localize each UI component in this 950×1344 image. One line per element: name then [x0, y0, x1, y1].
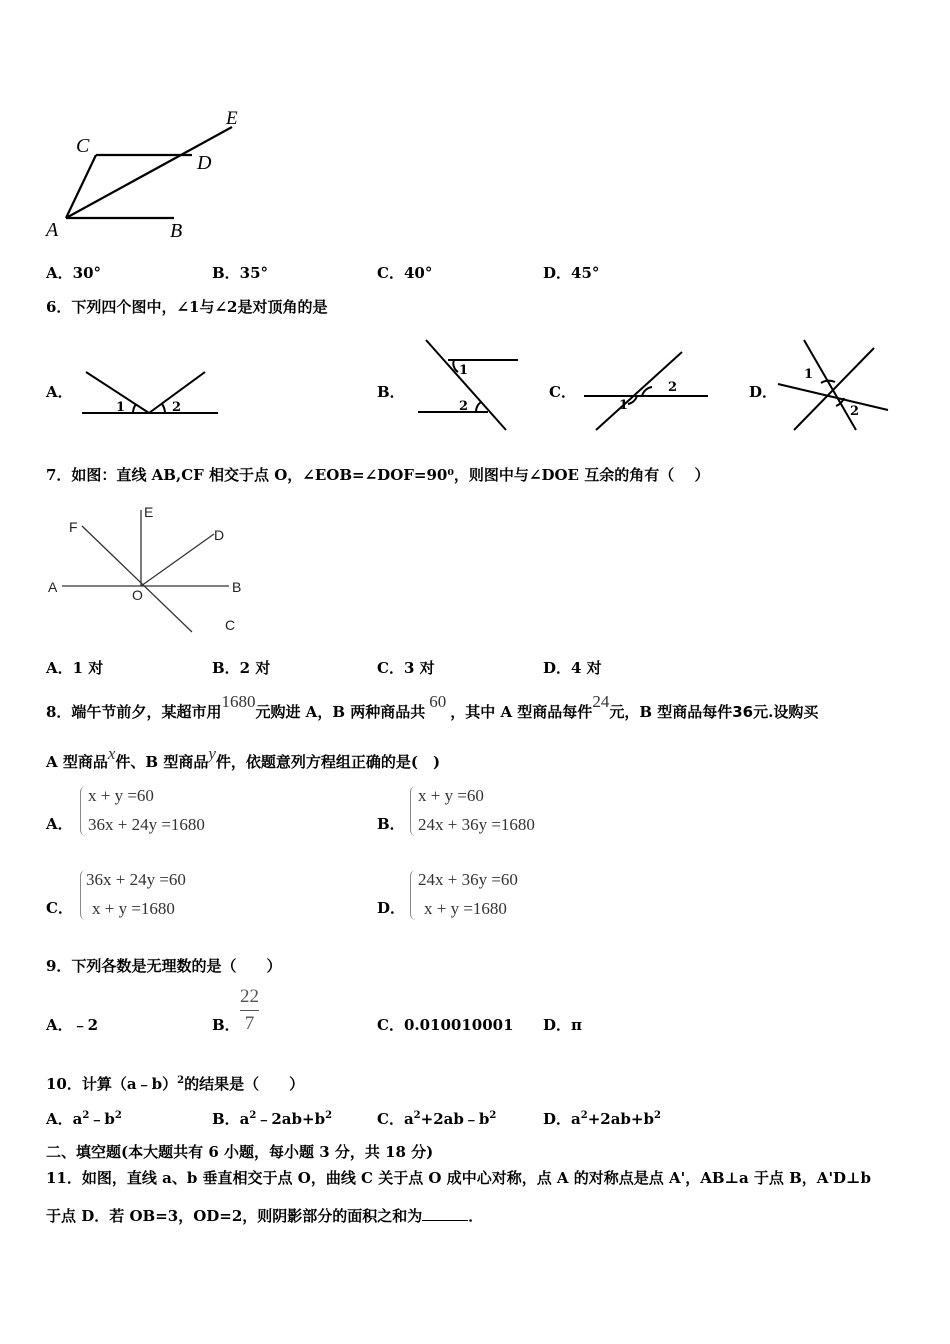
svg-text:2: 2 — [668, 380, 678, 395]
q9-option-a[interactable]: A．﹣2 — [46, 1016, 99, 1034]
figure-q7 — [44, 500, 254, 640]
q8-c-eq2: x + y =1680 — [92, 899, 175, 918]
q9-fraction: 22 7 — [240, 986, 259, 1034]
q9-option-d[interactable]: D．π — [543, 1016, 582, 1034]
svg-text:E: E — [144, 504, 154, 520]
q10-option-b[interactable]: B．$a^2﹣2ab+b^2$ — [212, 1110, 333, 1128]
q5-option-a[interactable]: A．30° — [46, 264, 102, 282]
svg-text:O: O — [132, 587, 143, 603]
label-A: A — [46, 219, 59, 241]
svg-text:B: B — [232, 579, 242, 595]
q6-option-d[interactable]: D． — [749, 383, 778, 401]
q11-line2: 于点 D．若 OB=3，OD=2，则阴影部分的面积之和为 ． — [46, 1207, 484, 1225]
label-E: E — [226, 108, 238, 129]
q8-c-eq1: 36x + 24y =60 — [86, 870, 186, 889]
q7-option-d[interactable]: D．4 对 — [543, 659, 602, 677]
q7-stem: 7．如图：直线 AB,CF 相交于点 O，∠EOB=∠DOF=90⁰，则图中与∠DOE 互余的角有（ ） — [46, 466, 710, 484]
q8-line2: A 型商品x件、B 型商品y件，依题意列方程组正确的是( ) — [46, 744, 441, 771]
q8-b-eq2: 24x + 36y =1680 — [418, 815, 535, 834]
q11-line1: 11．如图，直线 a、b 垂直相交于点 O，曲线 C 关于点 O 成中心对称，点 A 的对称点是点 A'，AB⊥a 于点 B，A'D⊥b — [46, 1169, 871, 1187]
label-D: D — [197, 152, 212, 174]
svg-text:1: 1 — [116, 400, 126, 415]
q7-option-a[interactable]: A．1 对 — [46, 659, 104, 677]
svg-text:2: 2 — [459, 399, 469, 414]
q6-figure-c — [582, 346, 712, 434]
q8-a-eq1: x + y =60 — [88, 786, 154, 805]
svg-text:1: 1 — [459, 363, 469, 378]
q6-figure-b — [414, 336, 524, 434]
svg-text:D: D — [214, 527, 225, 543]
q8-option-a[interactable]: A． — [46, 815, 73, 833]
q5-option-c[interactable]: C．40° — [377, 264, 433, 282]
q9-option-c[interactable]: C．0.010010001 — [377, 1016, 514, 1034]
q9-option-b[interactable]: B． — [212, 1016, 240, 1034]
section-2-title: 二、填空题(本大题共有 6 小题，每小题 3 分，共 18 分) — [46, 1143, 434, 1161]
q10-option-d[interactable]: D．$a^2+2ab+b^2$ — [543, 1110, 661, 1128]
q8-option-b[interactable]: B． — [377, 815, 405, 833]
svg-text:A: A — [48, 579, 58, 595]
q8-b-eq1: x + y =60 — [418, 786, 484, 805]
q6-option-b[interactable]: B． — [377, 383, 405, 401]
q10-option-a[interactable]: A．$a^2﹣b^2$ — [46, 1110, 122, 1128]
q8-d-eq2: x + y =1680 — [424, 899, 507, 918]
q11-answer-blank[interactable] — [422, 1220, 468, 1221]
q8-d-eq1: 24x + 36y =60 — [418, 870, 518, 889]
svg-text:F: F — [69, 519, 78, 535]
svg-text:2: 2 — [850, 404, 860, 419]
q9-stem: 9．下列各数是无理数的是（ ） — [46, 957, 282, 975]
label-B: B — [170, 220, 183, 242]
q7-option-b[interactable]: B．2 对 — [212, 659, 271, 677]
q6-stem: 6．下列四个图中，∠1与∠2是对顶角的是 — [46, 298, 328, 316]
q6-figure-a — [78, 366, 223, 421]
q5-option-d[interactable]: D．45° — [543, 264, 600, 282]
q10-option-c[interactable]: C．$a^2+2ab﹣b^2$ — [377, 1110, 497, 1128]
q5-option-b[interactable]: B．35° — [212, 264, 269, 282]
svg-text:1: 1 — [619, 398, 629, 413]
q6-figure-d — [774, 336, 894, 434]
svg-text:C: C — [225, 617, 236, 633]
q6-option-a[interactable]: A． — [46, 383, 73, 401]
q8-line1: 8．端午节前夕，某超市用1680元购进 A，B 两种商品共60，其中 A 型商品每件24元，B 型商品每件36元.设购买 — [46, 692, 819, 721]
q8-a-eq2: 36x + 24y =1680 — [88, 815, 205, 834]
svg-text:1: 1 — [804, 367, 814, 382]
svg-text:2: 2 — [172, 400, 182, 415]
q8-option-c[interactable]: C． — [46, 899, 73, 917]
q6-option-c[interactable]: C． — [549, 383, 576, 401]
q10-stem: 10．计算（a﹣b）$^2$的结果是（ ） — [46, 1075, 305, 1093]
figure-q5 — [40, 100, 260, 250]
q8-option-d[interactable]: D． — [377, 899, 406, 917]
label-C: C — [76, 135, 90, 157]
q7-option-c[interactable]: C．3 对 — [377, 659, 435, 677]
